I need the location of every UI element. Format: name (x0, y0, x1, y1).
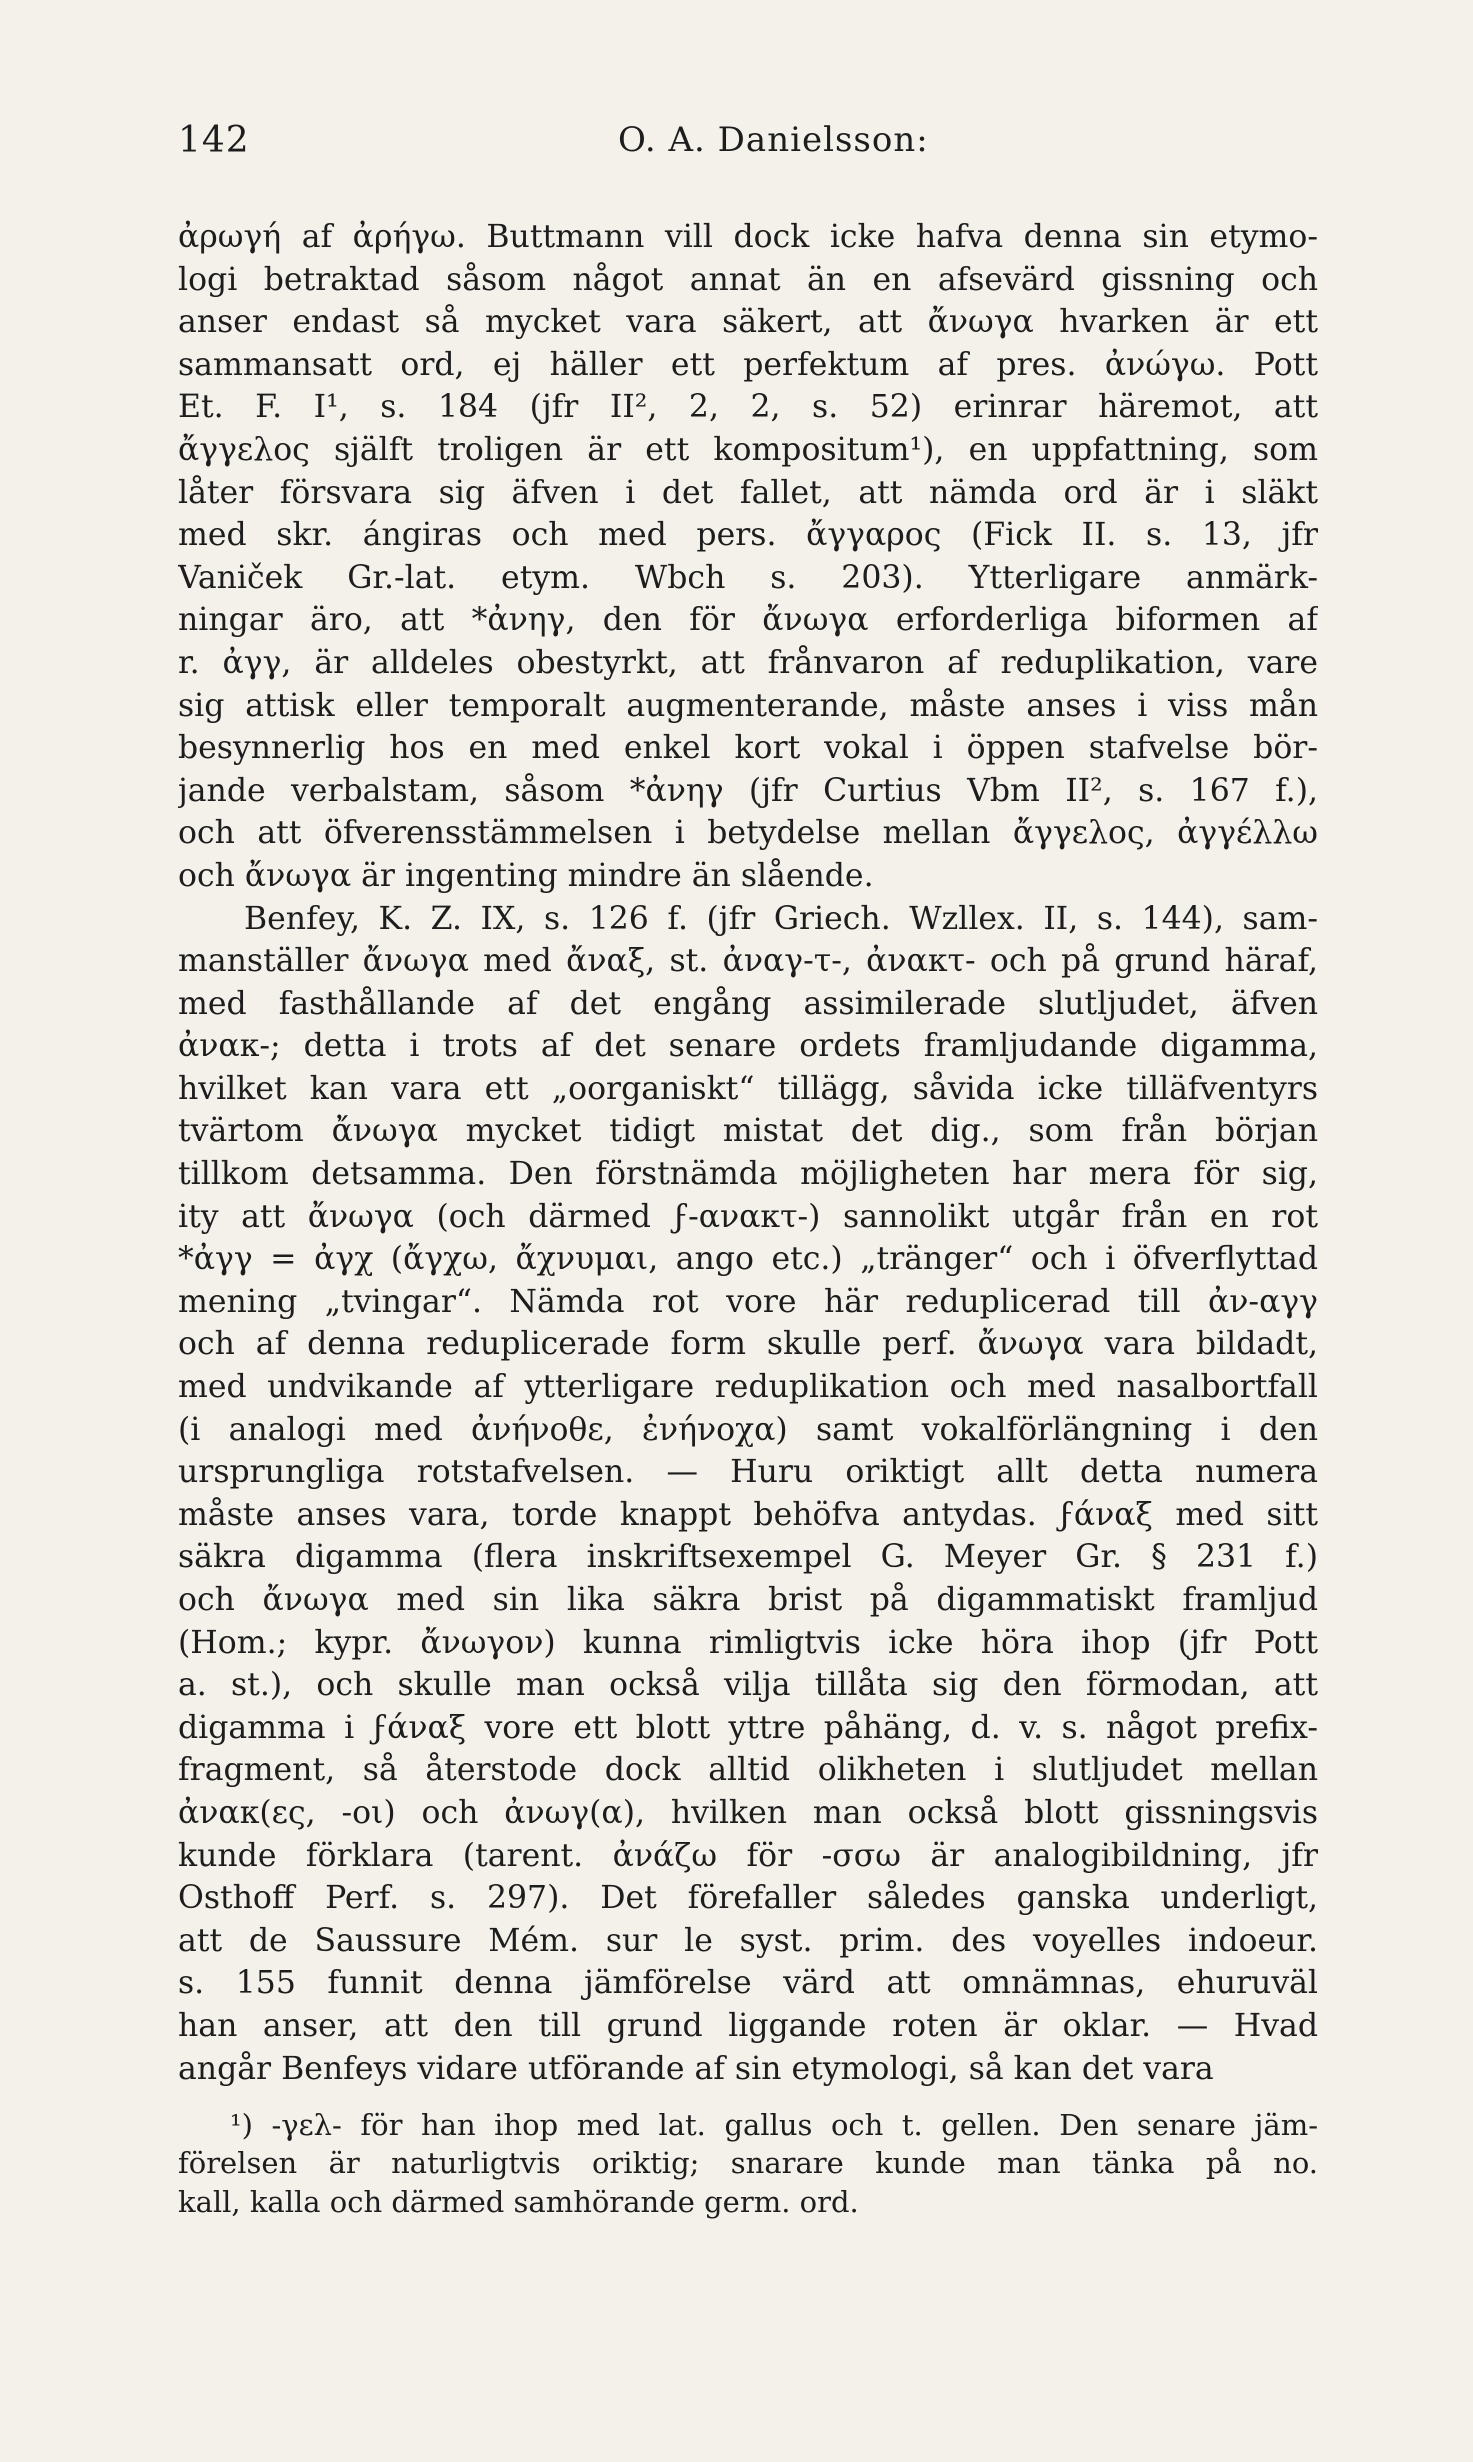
body-line: han anser, att den till grund liggande roten är oklar. — Hvad (178, 2007, 1318, 2044)
body-line: och att öfverensstämmelsen i betydelse mellan ἄγγελος, ἀγγέλλω (178, 815, 1318, 852)
body-line: jande verbalstam, såsom *ἀνηγ (jfr Curtius Vbm II², s. 167 f.), (178, 772, 1318, 809)
body-line: låter försvara sig äfven i det fallet, att nämda ord är i släkt (178, 474, 1318, 511)
body-line: (Hom.; kypr. ἄνωγον) kunna rimligtvis icke höra ihop (jfr Pott (178, 1624, 1318, 1661)
body-line: med undvikande af ytterligare reduplikation och med nasalbortfall (178, 1369, 1318, 1406)
body-line: fragment, så återstode dock alltid olikheten i slutljudet mellan (178, 1752, 1318, 1789)
body-line: ' hvilket kan vara ett „oorganiskt“ tillägg, såvida icke tilläfventyrs (178, 1068, 1318, 1111)
body-line: ningar äro, att *ἀνηγ, den för ἄνωγα erforderliga biformen af (178, 602, 1318, 639)
body-line: måste anses vara, torde knappt behöfva antydas. ϝάναξ med sitt (178, 1496, 1318, 1533)
body-text (178, 216, 1318, 2090)
body-line: ἀνακ-; detta i trots af det senare ordets framljudande digamma, (178, 1028, 1318, 1065)
body-line: tvärtom ἄνωγα mycket tidigt mistat det dig., som från början (178, 1113, 1318, 1150)
body-line: r. ἀγγ, är alldeles obestyrkt, att frånvaron af reduplikation, vare (178, 644, 1318, 681)
body-line: och af denna reduplicerade form skulle perf. ἄνωγα vara bildadt, (178, 1326, 1318, 1363)
page-header (178, 120, 1318, 170)
body-line: med fasthållande af det engång assimilerade slutljudet, äfven (178, 985, 1318, 1022)
body-line: mening „tvingar“. Nämda rot vore här reduplicerad till ἀν-αγγ (178, 1283, 1318, 1320)
body-line: ursprungliga rotstafvelsen. — Huru oriktigt allt detta numera (178, 1454, 1318, 1491)
body-line: tillkom detsamma. Den förstnämda möjligheten har mera för sig, (178, 1156, 1318, 1193)
body-line: och ἄνωγα med sin lika säkra brist på digammatiskt framljud (178, 1582, 1318, 1618)
body-line: sig attisk eller temporalt augmenterande, måste anses i viss mån (178, 687, 1318, 724)
body-line: ἄγγελος själft troligen är ett kompositum¹), en uppfattning, som (178, 431, 1318, 468)
body-line: att de Saussure Mém. sur le syst. prim. des voyelles indoeur. (178, 1922, 1318, 1959)
body-line: angår Benfeys vidare utförande af sin etymologi, så kan det vara (178, 2050, 1214, 2087)
body-line: Benfey, K. Z. IX, s. 126 f. (jfr Griech. Wzllex. II, s. 144), sam- (244, 900, 1318, 937)
body-line: *ἀγγ = ἀγχ (ἄγχω, ἄχνυμαι, ango etc.) „tränger“ och i öfverflyttad (178, 1241, 1318, 1278)
body-line: anser endast så mycket vara säkert, att ἄνωγα hvarken är ett (178, 304, 1318, 341)
body-line: Osthoff Perf. s. 297). Det förefaller således ganska underligt, (178, 1880, 1318, 1917)
body-line: Vaniček Gr.-lat. etym. Wbch s. 203). Ytterligare anmärk- (178, 559, 1318, 596)
body-line: med skr. ángiras och med pers. ἄγγαρος (Fick II. s. 13, jfr (178, 517, 1318, 554)
page-number: 142 (178, 120, 250, 161)
footnote-line: ¹) -γελ- för han ihop med lat. gallus och t. gellen. Den senare jäm- (230, 2108, 1318, 2142)
body-line: logi betraktad såsom något annat än en afsevärd gissning och (178, 261, 1318, 298)
body-line: kunde förklara (tarent. ἀνάζω för -σσω är analogibildning, jfr (178, 1837, 1318, 1874)
running-title: O. A. Danielsson: (618, 120, 929, 160)
body-line: ἀρωγή af ἀρήγω. Buttmann vill dock icke hafva denna sin etymo- (178, 219, 1318, 255)
body-line: och ἄνωγα är ingenting mindre än slående. (178, 857, 874, 894)
body-line: ity att ἄνωγα (och därmed ϝ-ανακτ-) sannolikt utgår från en rot (178, 1198, 1318, 1235)
body-line: (i analogi med ἀνήνοθε, ἐνήνοχα) samt vokalförlängning i den (178, 1411, 1318, 1448)
body-line: a. st.), och skulle man också vilja tillåta sig den förmodan, att (178, 1667, 1318, 1704)
footnotes (178, 2106, 1318, 2221)
footnote-line: förelsen är naturligtvis oriktig; snarare kunde man tänka på no. (178, 2146, 1318, 2181)
footnote-line: kall, kalla och därmed samhörande germ. ord. (178, 2184, 859, 2219)
body-line: ἀνακ(ες, -οι) och ἀνωγ(α), hvilken man också blott gissningsvis (178, 1794, 1318, 1831)
body-line: säkra digamma (flera inskriftsexempel G. Meyer Gr. § 231 f.) (178, 1539, 1318, 1576)
body-line: Et. F. I¹, s. 184 (jfr II², 2, 2, s. 52) erinrar häremot, att (178, 389, 1318, 426)
body-line: sammansatt ord, ej häller ett perfektum af pres. ἀνώγω. Pott (178, 346, 1318, 383)
body-line: besynnerlig hos en med enkel kort vokal i öppen stafvelse bör- (178, 730, 1318, 767)
body-line: manställer ἄνωγα med ἄναξ, st. ἀναγ-τ-, ἀνακτ- och på grund häraf, (178, 943, 1318, 980)
body-line: s. 155 funnit denna jämförelse värd att omnämnas, ehuruväl (178, 1965, 1318, 2002)
body-line: digamma i ϝάναξ vore ett blott yttre påhäng, d. v. s. något prefix- (178, 1709, 1318, 1746)
